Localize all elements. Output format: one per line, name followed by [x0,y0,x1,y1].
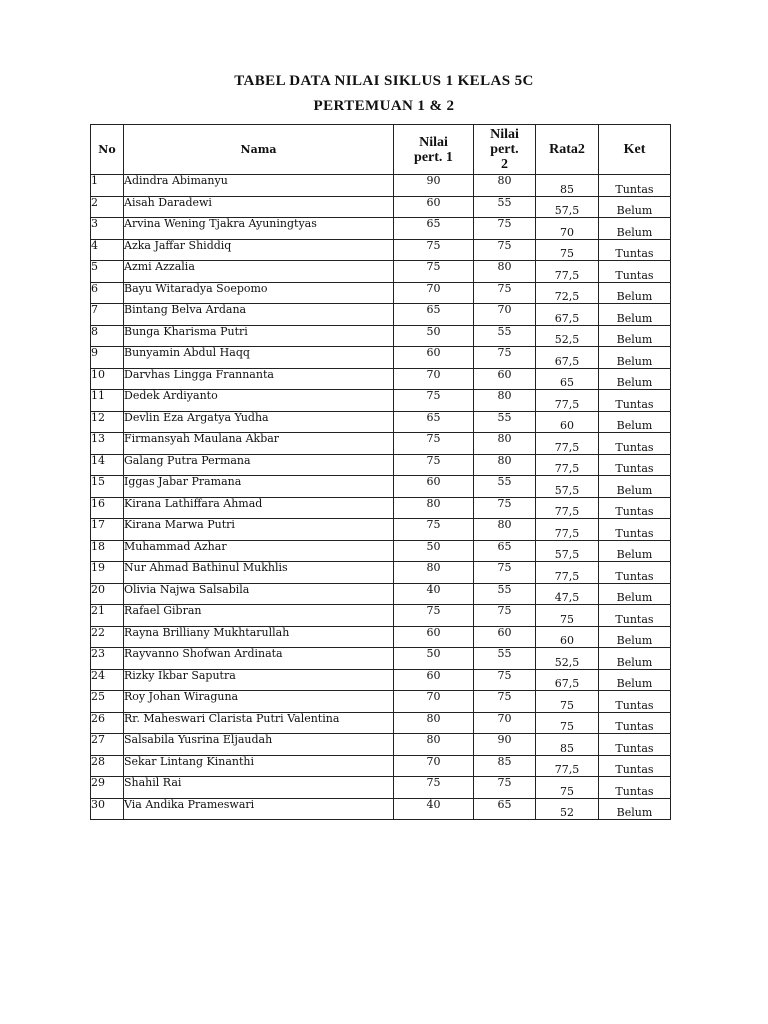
table-row [91,347,671,369]
cell-nama: Dedek Ardiyanto [124,390,394,412]
cell-nilai-pert-2: 55 [474,411,536,433]
cell-no: 21 [91,605,124,627]
cell-nilai-pert-1: 70 [394,368,474,390]
cell-no: 20 [91,583,124,605]
cell-nilai-pert-2: 65 [474,540,536,562]
table-row [91,196,671,218]
cell-rata2: 77,5 [536,261,599,283]
cell-no: 1 [91,175,124,197]
cell-rata2: 75 [536,239,599,261]
cell-nilai-pert-2: 60 [474,368,536,390]
cell-no: 3 [91,218,124,240]
cell-nilai-pert-2: 65 [474,798,536,820]
cell-nilai-pert-1: 50 [394,325,474,347]
cell-nilai-pert-2: 80 [474,454,536,476]
cell-ket: Tuntas [599,497,671,519]
table-row [91,368,671,390]
cell-ket: Belum [599,583,671,605]
cell-nilai-pert-1: 70 [394,755,474,777]
cell-nama: Bayu Witaradya Soepomo [124,282,394,304]
cell-rata2: 85 [536,175,599,197]
cell-no: 28 [91,755,124,777]
cell-nilai-pert-2: 75 [474,605,536,627]
table-row [91,454,671,476]
cell-nilai-pert-2: 75 [474,562,536,584]
cell-ket: Belum [599,304,671,326]
table-row [91,734,671,756]
cell-rata2: 77,5 [536,497,599,519]
header-nama: Nama [124,125,394,175]
cell-nilai-pert-1: 75 [394,433,474,455]
cell-nama: Devlin Eza Argatya Yudha [124,411,394,433]
cell-ket: Tuntas [599,261,671,283]
cell-nilai-pert-1: 60 [394,669,474,691]
cell-nilai-pert-2: 75 [474,777,536,799]
cell-nilai-pert-1: 80 [394,712,474,734]
cell-nama: Muhammad Azhar [124,540,394,562]
cell-nilai-pert-2: 55 [474,196,536,218]
cell-nilai-pert-2: 55 [474,583,536,605]
table-row [91,540,671,562]
cell-ket: Tuntas [599,712,671,734]
cell-no: 12 [91,411,124,433]
cell-rata2: 75 [536,605,599,627]
cell-nama: Roy Johan Wiraguna [124,691,394,713]
cell-no: 29 [91,777,124,799]
cell-no: 10 [91,368,124,390]
cell-ket: Tuntas [599,777,671,799]
cell-ket: Tuntas [599,605,671,627]
cell-nilai-pert-2: 80 [474,261,536,283]
table-row [91,669,671,691]
table-row [91,325,671,347]
table-row [91,261,671,283]
cell-nilai-pert-1: 75 [394,605,474,627]
cell-rata2: 75 [536,691,599,713]
cell-no: 14 [91,454,124,476]
document-title: TABEL DATA NILAI SIKLUS 1 KELAS 5C [234,73,534,89]
table-row [91,519,671,541]
cell-nilai-pert-2: 90 [474,734,536,756]
cell-nilai-pert-1: 80 [394,734,474,756]
table-row [91,497,671,519]
table-row [91,304,671,326]
table-row [91,583,671,605]
cell-nilai-pert-2: 70 [474,712,536,734]
cell-nama: Iggas Jabar Pramana [124,476,394,498]
cell-nama: Firmansyah Maulana Akbar [124,433,394,455]
table-row [91,175,671,197]
table-row [91,626,671,648]
cell-ket: Tuntas [599,691,671,713]
cell-rata2: 67,5 [536,347,599,369]
cell-nama: Azka Jaffar Shiddiq [124,239,394,261]
cell-no: 24 [91,669,124,691]
cell-nilai-pert-2: 75 [474,347,536,369]
cell-no: 7 [91,304,124,326]
cell-nilai-pert-1: 75 [394,239,474,261]
cell-rata2: 77,5 [536,390,599,412]
cell-ket: Belum [599,648,671,670]
cell-nilai-pert-2: 55 [474,476,536,498]
cell-nama: Kirana Lathiffara Ahmad [124,497,394,519]
cell-rata2: 52,5 [536,648,599,670]
cell-nilai-pert-2: 75 [474,218,536,240]
cell-nama: Nur Ahmad Bathinul Mukhlis [124,562,394,584]
cell-rata2: 52,5 [536,325,599,347]
cell-rata2: 72,5 [536,282,599,304]
table-row [91,777,671,799]
cell-nilai-pert-1: 50 [394,648,474,670]
cell-nama: Olivia Najwa Salsabila [124,583,394,605]
header-nilai-pert-2-line3: 2 [501,157,508,172]
cell-rata2: 70 [536,218,599,240]
cell-ket: Tuntas [599,519,671,541]
cell-nilai-pert-2: 60 [474,626,536,648]
grades-table [90,124,671,820]
cell-nilai-pert-1: 65 [394,304,474,326]
cell-no: 15 [91,476,124,498]
cell-nilai-pert-1: 75 [394,519,474,541]
cell-nilai-pert-2: 55 [474,325,536,347]
cell-nilai-pert-2: 80 [474,390,536,412]
cell-rata2: 77,5 [536,433,599,455]
cell-nilai-pert-2: 80 [474,433,536,455]
cell-nilai-pert-1: 65 [394,218,474,240]
table-row [91,605,671,627]
cell-no: 27 [91,734,124,756]
cell-nilai-pert-2: 80 [474,519,536,541]
cell-ket: Tuntas [599,390,671,412]
document-subtitle: PERTEMUAN 1 & 2 [313,98,455,114]
cell-ket: Belum [599,325,671,347]
cell-nama: Sekar Lintang Kinanthi [124,755,394,777]
cell-nama: Galang Putra Permana [124,454,394,476]
cell-rata2: 57,5 [536,196,599,218]
header-nilai-pert-2 [474,125,536,175]
cell-no: 16 [91,497,124,519]
cell-no: 8 [91,325,124,347]
cell-nilai-pert-2: 75 [474,691,536,713]
cell-rata2: 85 [536,734,599,756]
header-ket: Ket [599,125,671,175]
cell-nama: Shahil Rai [124,777,394,799]
header-nilai-pert-1-line1: Nilai [419,134,448,150]
cell-nilai-pert-2: 75 [474,282,536,304]
cell-ket: Tuntas [599,755,671,777]
cell-rata2: 75 [536,777,599,799]
header-nilai-pert-2-line1: Nilai [490,127,519,142]
cell-nilai-pert-1: 75 [394,454,474,476]
cell-ket: Belum [599,218,671,240]
cell-no: 5 [91,261,124,283]
cell-ket: Belum [599,411,671,433]
table-row [91,433,671,455]
table-body [91,175,671,820]
cell-ket: Belum [599,798,671,820]
cell-nilai-pert-1: 75 [394,261,474,283]
cell-no: 18 [91,540,124,562]
table-row [91,476,671,498]
cell-nilai-pert-1: 60 [394,196,474,218]
cell-nilai-pert-2: 75 [474,497,536,519]
table-row [91,798,671,820]
cell-nama: Bintang Belva Ardana [124,304,394,326]
cell-nilai-pert-1: 40 [394,798,474,820]
cell-no: 23 [91,648,124,670]
cell-ket: Belum [599,669,671,691]
cell-rata2: 77,5 [536,454,599,476]
cell-nama: Rayvanno Shofwan Ardinata [124,648,394,670]
cell-nama: Rr. Maheswari Clarista Putri Valentina [124,712,394,734]
cell-nilai-pert-1: 80 [394,562,474,584]
cell-nilai-pert-1: 80 [394,497,474,519]
cell-rata2: 47,5 [536,583,599,605]
cell-nilai-pert-1: 70 [394,282,474,304]
cell-ket: Belum [599,196,671,218]
cell-no: 13 [91,433,124,455]
cell-ket: Belum [599,368,671,390]
table-row [91,411,671,433]
cell-no: 22 [91,626,124,648]
cell-nilai-pert-1: 90 [394,175,474,197]
cell-nama: Arvina Wening Tjakra Ayuningtyas [124,218,394,240]
header-no: No [91,125,124,175]
cell-no: 4 [91,239,124,261]
cell-rata2: 75 [536,712,599,734]
cell-rata2: 60 [536,411,599,433]
cell-nama: Rayna Brilliany Mukhtarullah [124,626,394,648]
cell-ket: Belum [599,626,671,648]
table-row [91,712,671,734]
cell-ket: Tuntas [599,175,671,197]
cell-ket: Tuntas [599,239,671,261]
cell-nilai-pert-1: 40 [394,583,474,605]
cell-nama: Bunga Kharisma Putri [124,325,394,347]
cell-nilai-pert-2: 55 [474,648,536,670]
cell-ket: Belum [599,347,671,369]
cell-ket: Belum [599,476,671,498]
table-row [91,691,671,713]
table-header [91,125,671,175]
cell-nilai-pert-2: 85 [474,755,536,777]
cell-rata2: 67,5 [536,669,599,691]
cell-rata2: 52 [536,798,599,820]
cell-nama: Salsabila Yusrina Eljaudah [124,734,394,756]
cell-nama: Kirana Marwa Putri [124,519,394,541]
cell-rata2: 77,5 [536,755,599,777]
cell-nilai-pert-2: 80 [474,175,536,197]
cell-nilai-pert-1: 75 [394,777,474,799]
cell-rata2: 67,5 [536,304,599,326]
header-nilai-pert-1 [394,125,474,175]
table-row [91,562,671,584]
cell-ket: Tuntas [599,433,671,455]
cell-no: 19 [91,562,124,584]
cell-ket: Tuntas [599,562,671,584]
cell-nilai-pert-1: 65 [394,411,474,433]
cell-nama: Rafael Gibran [124,605,394,627]
cell-no: 30 [91,798,124,820]
cell-no: 9 [91,347,124,369]
header-rata2: Rata2 [536,125,599,175]
cell-rata2: 57,5 [536,476,599,498]
cell-no: 2 [91,196,124,218]
header-nilai-pert-2-line2: pert. [490,142,519,157]
cell-nilai-pert-1: 60 [394,347,474,369]
cell-no: 26 [91,712,124,734]
table-row [91,239,671,261]
header-nilai-pert-1-line2: pert. 1 [414,149,453,165]
cell-no: 25 [91,691,124,713]
cell-rata2: 77,5 [536,562,599,584]
table-row [91,755,671,777]
table-row [91,648,671,670]
cell-nama: Adindra Abimanyu [124,175,394,197]
cell-nilai-pert-2: 75 [474,669,536,691]
header-row [91,125,671,175]
cell-rata2: 65 [536,368,599,390]
cell-nilai-pert-1: 60 [394,626,474,648]
table-row [91,390,671,412]
cell-rata2: 60 [536,626,599,648]
cell-ket: Belum [599,540,671,562]
cell-no: 11 [91,390,124,412]
cell-nilai-pert-1: 75 [394,390,474,412]
cell-ket: Belum [599,282,671,304]
cell-no: 6 [91,282,124,304]
cell-no: 17 [91,519,124,541]
cell-rata2: 77,5 [536,519,599,541]
cell-nilai-pert-2: 70 [474,304,536,326]
cell-rata2: 57,5 [536,540,599,562]
cell-nama: Via Andika Prameswari [124,798,394,820]
table-row [91,218,671,240]
cell-nama: Bunyamin Abdul Haqq [124,347,394,369]
cell-nama: Rizky Ikbar Saputra [124,669,394,691]
cell-nilai-pert-1: 60 [394,476,474,498]
cell-nilai-pert-2: 75 [474,239,536,261]
cell-nama: Azmi Azzalia [124,261,394,283]
cell-nilai-pert-1: 70 [394,691,474,713]
cell-ket: Tuntas [599,734,671,756]
cell-nama: Aisah Daradewi [124,196,394,218]
cell-nama: Darvhas Lingga Frannanta [124,368,394,390]
cell-nilai-pert-1: 50 [394,540,474,562]
table-row [91,282,671,304]
cell-ket: Tuntas [599,454,671,476]
